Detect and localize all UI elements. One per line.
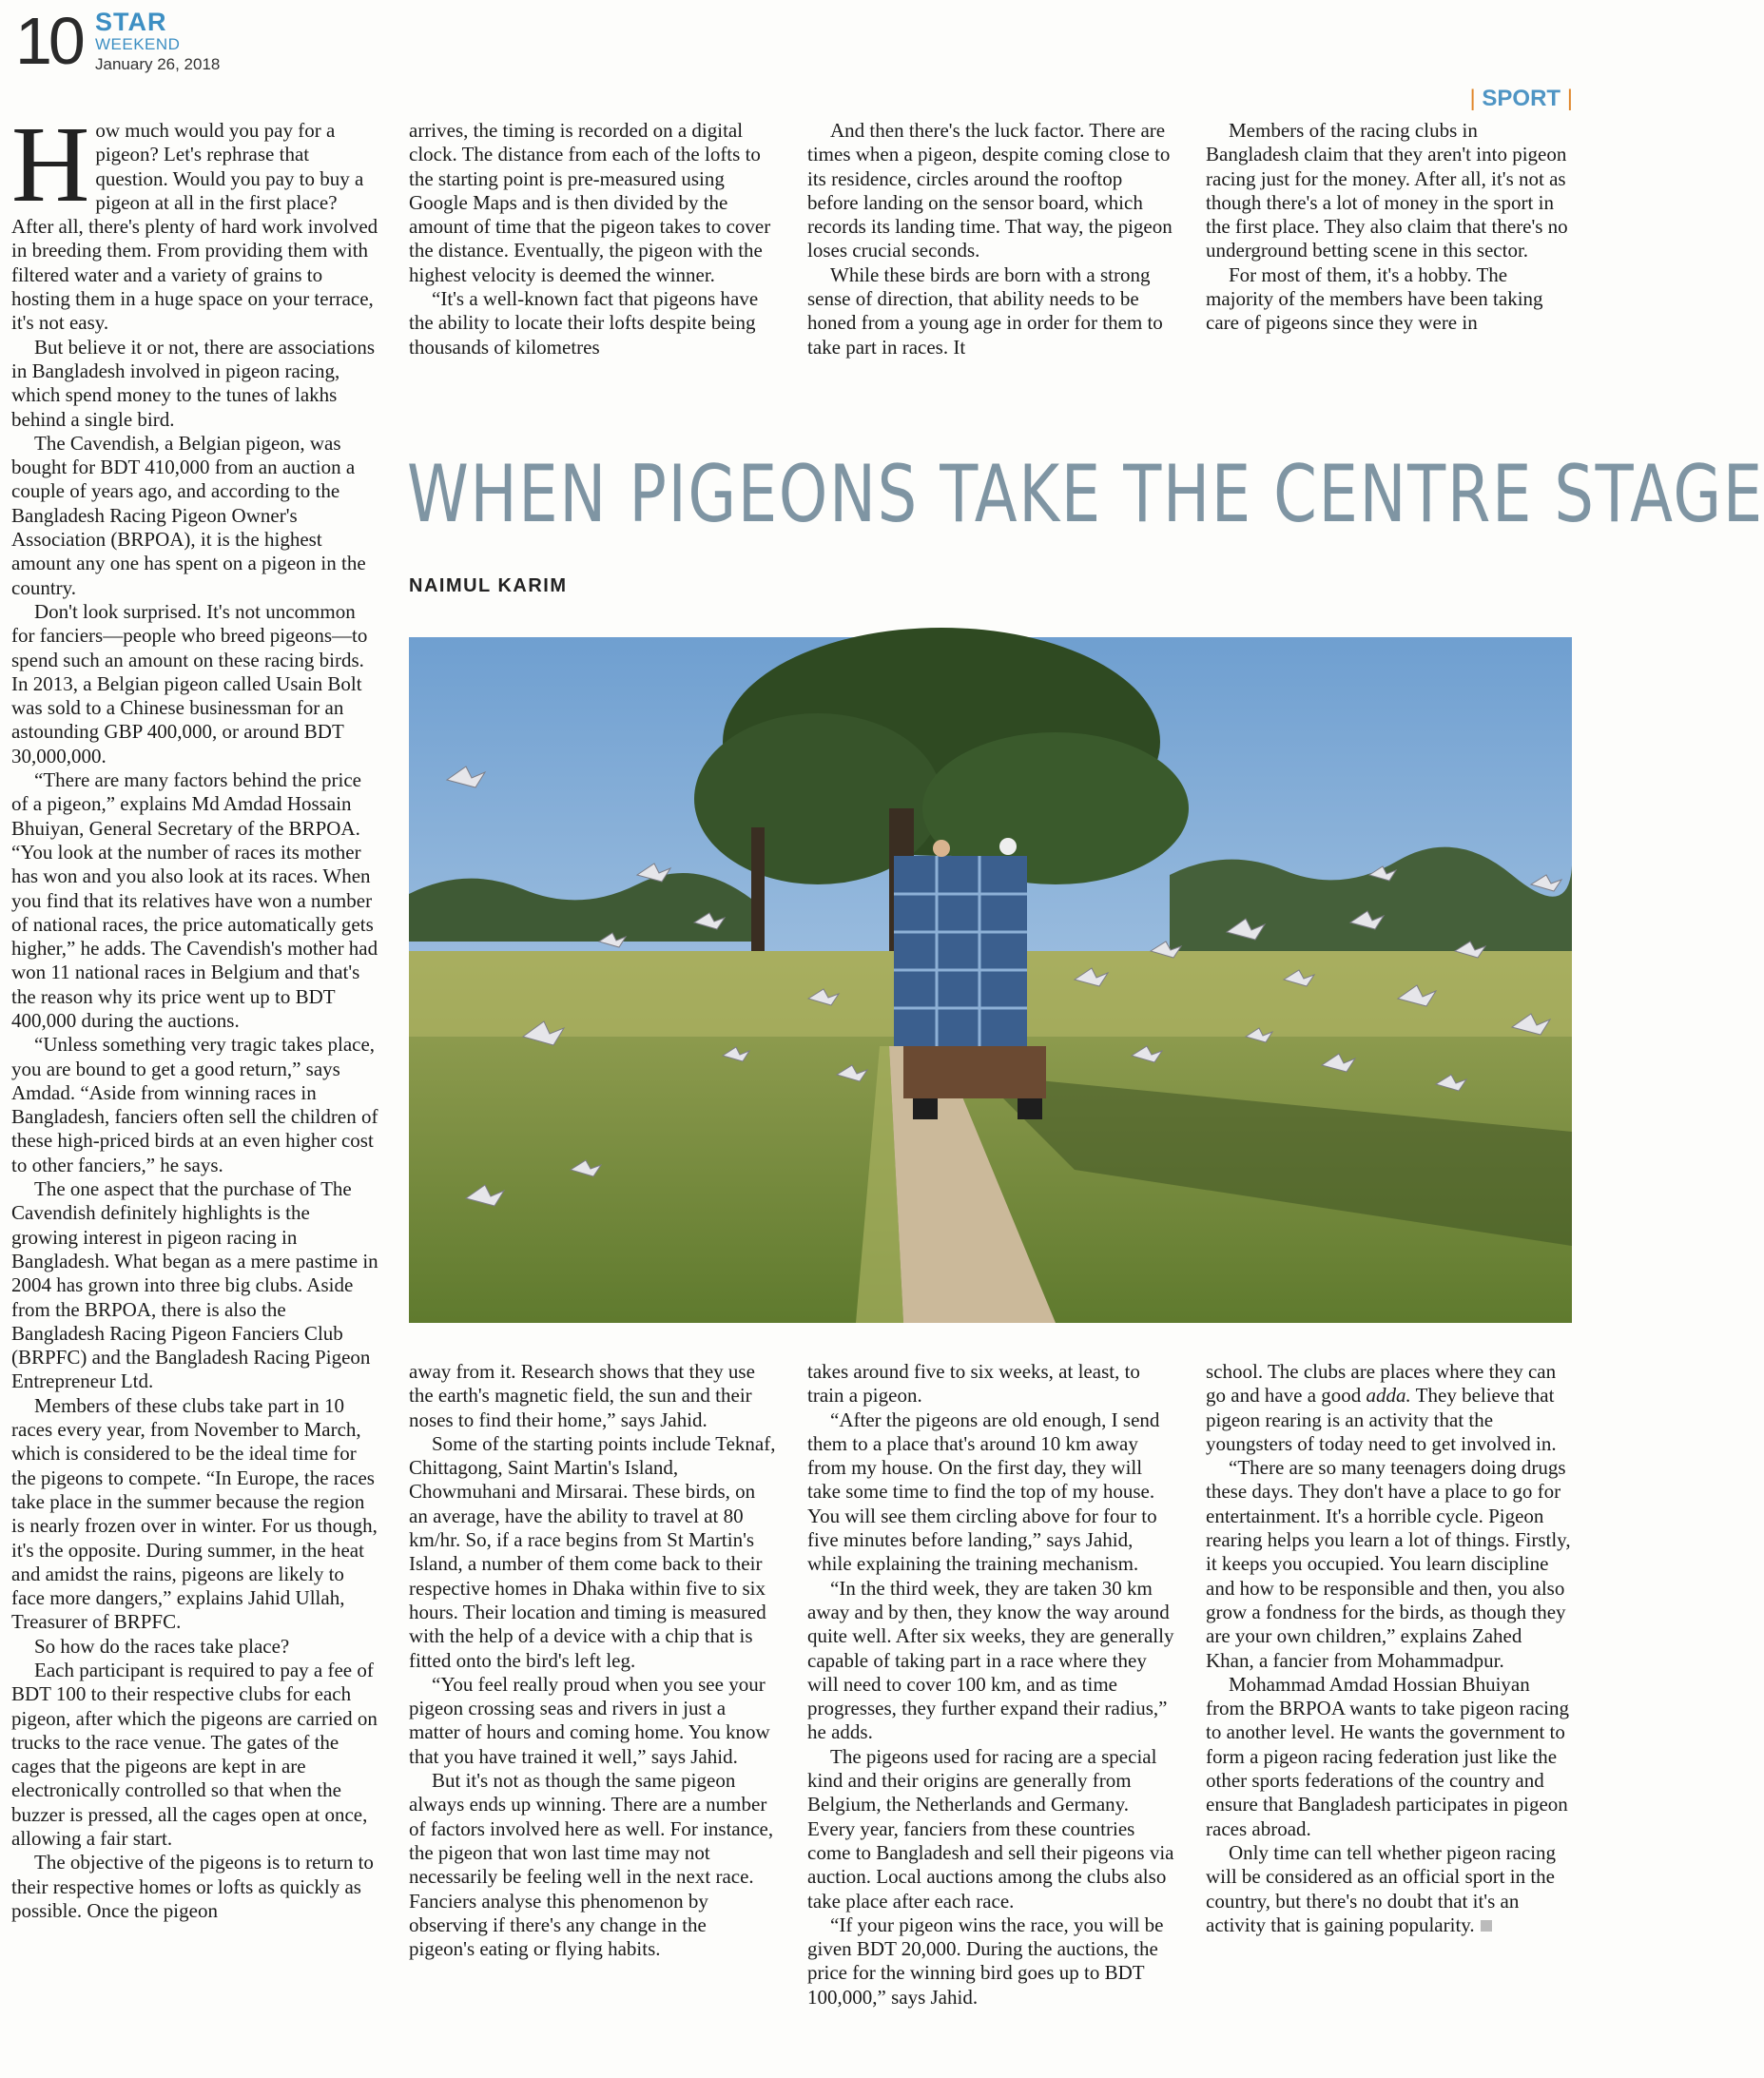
paragraph: Some of the starting points include Teknaf, Chittagong, Saint Martin's Island, Chowmuhani and Mirsarai. These birds, on an average, have the ability to travel at 80 km/hr. So, if a race begins from St Martin's Island, a number of them come back to their respective homes in Dhaka within five to six hours. Their location and timing is measured with the help of a device with a chip that is fitted onto the bird's left leg.	[409, 1431, 776, 1672]
column-4-bottom	[1206, 1360, 1573, 2064]
paragraph	[1206, 1841, 1573, 1937]
paragraph: But it's not as though the same pigeon always ends up winning. There are a number of factors involved here as well. For instance, the pigeon that won last time may not necessarily be feeling well in the next race. Fanciers analyse this phenomenon by observing if there's any change in the pigeon's eating or flying habits.	[409, 1769, 774, 1961]
paragraph: “You feel really proud when you see your pigeon crossing seas and rivers in just a matter of hours and coming home. You know that you have trained it well,” says Jahid.	[409, 1672, 770, 1768]
paragraph: Members of the racing clubs in Bangladesh claim that they aren't into pigeon racing just for the money. After all, it's not as though there's a lot of money in the sport in the first place. They also claim that there's no underground betting scene in this sector.	[1206, 119, 1568, 262]
paragraph: The pigeons used for racing are a special kind and their origins are generally from Belgium, the Netherlands and Germany. Every year, fanciers from these countries come to Bangladesh and sell their pigeons via auction. Local auctions among the clubs also take place after each race.	[807, 1744, 1174, 1913]
paragraph: “It's a well-known fact that pigeons have the ability to locate their lofts despite being thousands of kilometres	[409, 287, 759, 359]
paragraph: The one aspect that the purchase of The Cavendish definitely highlights is the growing interest in pigeon racing in Bangladesh. What began as a mere pastime in 2004 has grown into three big clubs. Aside from the BRPOA, there is also the Bangladesh Racing Pigeon Fanciers Club (BRPFC) and the Bangladesh Racing Pigeon Entrepreneur Ltd.	[11, 1177, 378, 1393]
paragraph: The Cavendish, a Belgian pigeon, was bought for BDT 410,000 from an auction a couple of years ago, and according to the Bangladesh Racing Pigeon Owner's Association (BRPOA), it is the highest amount any one has spent on a pigeon in the country.	[11, 431, 366, 599]
article-photo	[409, 637, 1572, 1323]
paragraph: Members of these clubs take part in 10 races every year, from November to March, which is considered to be the ideal time for the pigeons to compete. “In Europe, the races take place in the summer because the region is nearly frozen over in winter. For us though, it's the opposite. During summer, in the heat and amidst the rains, pigeons are likely to face more dangers,” explains Jahid Ullah, Treasurer of BRPFC.	[11, 1393, 378, 1634]
paragraph: away from it. Research shows that they use the earth's magnetic field, the sun and their noses to find their home,” says Jahid.	[409, 1360, 755, 1431]
paragraph: Mohammad Amdad Hossian Bhuiyan from the BRPOA wants to take pigeon racing to another level. He wants the government to form a pigeon racing federation just like the other sports federations of the country and ensure that Bangladesh participates in pigeon races abroad.	[1206, 1672, 1570, 1840]
paragraph-text: school. The clubs are places where they can go and have a good	[1206, 1360, 1557, 1408]
paragraph: “There are so many teenagers doing drugs these days. They don't have a place to go for entertainment. It's a horrible cycle. Pigeon rearing helps you learn a lot of things. Firstly, it keeps you occupied. You learn discipline and how to be responsible and then, you also grow a fondness for the birds, as though they are your own children,” explains Zahed Khan, a fancier from Mohammadpur.	[1206, 1456, 1571, 1672]
end-of-article-icon	[1481, 1920, 1492, 1932]
section-bar-left: |	[1469, 86, 1476, 111]
paragraph: Each participant is required to pay a fee of BDT 100 to their respective clubs for each pigeon, after which the pigeons are carried on trucks to the race venue. The gates of the cages that the pigeons are kept in are electronically controlled so that when the buzzer is pressed, all the cages open at once, allowing a fair start.	[11, 1659, 378, 1851]
paragraph	[11, 104, 378, 336]
paragraph-text: Only time can tell whether pigeon racing will be considered as an official sport in the country, but there's no doubt that it's an activity that is gaining popularity.	[1206, 1840, 1557, 1936]
section-tag	[1470, 86, 1574, 112]
paragraph: “Unless something very tragic takes place, you are bound to get a good return,” says Amdad. “Aside from winning races in Bangladesh, fanciers often sell the children of these high-priced birds at an even higher cost to other fanciers,” he says.	[11, 1033, 378, 1176]
paragraph: And then there's the luck factor. There are times when a pigeon, despite coming close to its residence, circles around the rooftop before landing on the sensor board, which records its landing time. That way, the pigeon loses crucial seconds.	[807, 119, 1173, 262]
column-3-bottom	[807, 1360, 1174, 2064]
paragraph: “After the pigeons are old enough, I send them to a place that's around 10 km away from my house. On the first day, they will take some time to find the top of my house. You will see them circling above for four to five minutes before landing,” says Jahid, while explaining the training mechanism.	[807, 1408, 1160, 1576]
headline: WHEN PIGEONS TAKE THE CENTRE STAGE	[407, 448, 1764, 540]
column-3-top	[807, 119, 1174, 385]
byline: NAIMUL KARIM	[409, 575, 568, 596]
paragraph: takes around five to six weeks, at least, to train a pigeon.	[807, 1360, 1140, 1408]
brand-weekend: WEEKEND	[95, 35, 181, 53]
column-2-bottom	[409, 1360, 776, 2064]
paragraph: For most of them, it's a hobby. The majority of the members have been taking care of pigeons since they were in	[1206, 262, 1543, 335]
brand-star: STAR	[95, 8, 167, 36]
photo-illustration	[409, 637, 1572, 1323]
section-label: SPORT	[1482, 86, 1561, 111]
paragraph-text: ow much would you pay for a pigeon? Let's rephrase that question. Would you pay to buy a pigeon at all in the first place? After all, there's plenty of hard work involved in breeding them. From providing them with filtered water and a variety of grains to hosting them in a huge space on your terrace, it's not easy.	[11, 119, 378, 335]
paragraph: “In the third week, they are taken 30 km away and by then, they know the way around quite well. After six weeks, they are generally capable of taking part in a race where they will need to cover 100 km, and as time progresses, they further expand their radius,” he adds.	[807, 1576, 1174, 1744]
drop-cap: H	[11, 104, 90, 224]
paragraph: arrives, the timing is recorded on a digital clock. The distance from each of the lofts to the starting point is pre-measured using Google Maps and is then divided by the amount of time that the pigeon takes to cover the distance. Eventually, the pigeon with the highest velocity is deemed the winner.	[409, 119, 771, 286]
paragraph: So how do the races take place?	[34, 1634, 290, 1658]
column-4-top	[1206, 119, 1573, 385]
paragraph-text: They believe that pigeon rearing is an activity that the youngsters of today need to get involved in.	[1206, 1384, 1557, 1455]
issue-date: January 26, 2018	[95, 55, 221, 73]
paragraph: While these birds are born with a strong sense of direction, that ability needs to be honed from a young age in order for them to take part in races. It	[807, 262, 1163, 359]
paragraph: “If your pigeon wins the race, you will be given BDT 20,000. During the auctions, the price for the winning bird goes up to BDT 100,000,” says Jahid.	[807, 1913, 1164, 2009]
paragraph: Don't look surprised. It's not uncommon for fanciers—people who breed pigeons—to spend such an amount on these racing birds. In 2013, a Belgian pigeon called Usain Bolt was sold to a Chinese businessman for an astounding GBP 400,000, or around BDT 30,000,000.	[11, 599, 368, 767]
italic-word: adda.	[1366, 1384, 1411, 1408]
paragraph	[1206, 1360, 1573, 1456]
paragraph: But believe it or not, there are associations in Bangladesh involved in pigeon racing, which spend money to the tunes of lakhs behind a single bird.	[11, 335, 376, 431]
section-bar-right: |	[1566, 86, 1573, 111]
paragraph: “There are many factors behind the price of a pigeon,” explains Md Amdad Hossain Bhuiyan, General Secretary of the BRPOA. “You look at the number of races its mother has won and you also look at its races. When you find that its relatives have won a number of national races, the price automatically gets higher,” he adds. The Cavendish's mother had won 11 national races in Belgium and that's the reason why its price went up to BDT 400,000 during the auctions.	[11, 768, 378, 1032]
column-2-top	[409, 119, 776, 385]
page-number: 10	[15, 4, 82, 78]
paragraph: The objective of the pigeons is to return to their respective homes or lofts as quickly as possible. Once the pigeon	[11, 1851, 374, 1922]
column-1	[11, 104, 378, 2064]
